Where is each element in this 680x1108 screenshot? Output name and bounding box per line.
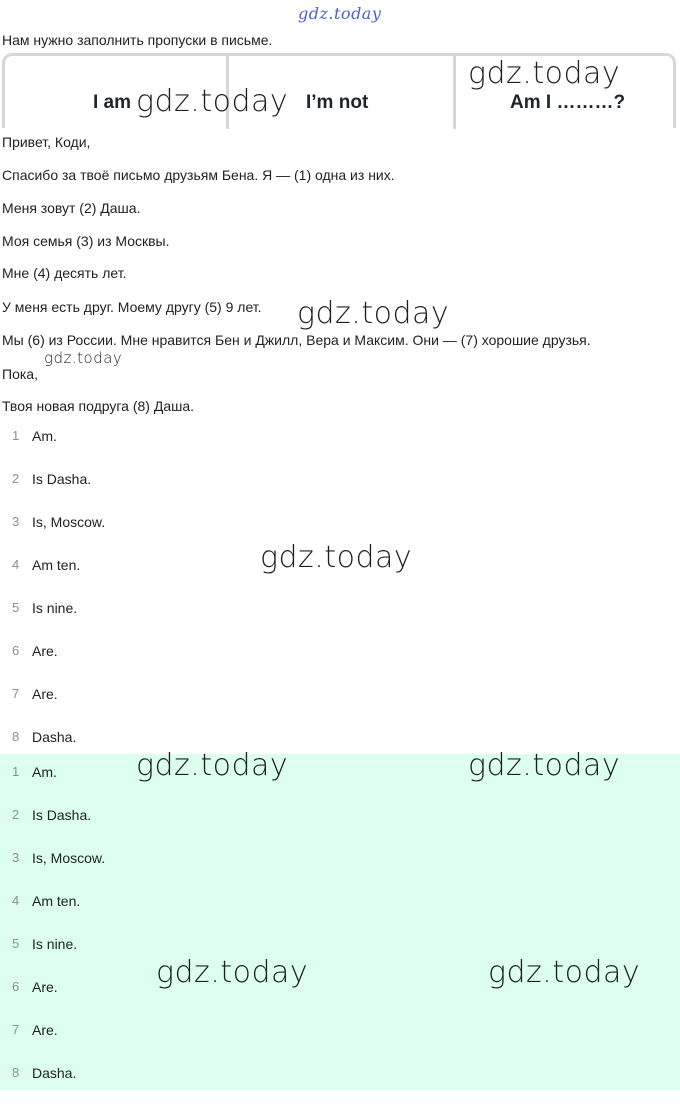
answer-text: Are. [32, 686, 58, 702]
top-watermark: gdz.today [298, 4, 382, 23]
answer-item [0, 893, 680, 936]
table-cell-im-not: I’m not [306, 92, 369, 113]
answer-number: 8 [12, 1065, 20, 1080]
answer-text: Is Dasha. [32, 471, 92, 487]
watermark: gdz.today [136, 84, 289, 119]
letter-line: Меня зовут (2) Даша. [2, 200, 141, 216]
watermark: gdz.today [468, 748, 621, 783]
answer-number: 5 [12, 600, 20, 615]
answer-text: Dasha. [32, 729, 77, 745]
answer-item [0, 850, 680, 893]
answer-number: 3 [12, 514, 20, 529]
watermark: gdz.today [260, 540, 413, 575]
answer-text: Am. [32, 428, 57, 444]
letter-line: Привет, Коди, [2, 134, 91, 150]
answer-item [0, 1022, 680, 1065]
answer-number: 8 [12, 729, 20, 744]
answer-number: 7 [12, 1022, 20, 1037]
answer-number: 6 [12, 979, 20, 994]
answer-number: 6 [12, 643, 20, 658]
answer-number: 5 [12, 936, 20, 951]
watermark: gdz.today [44, 349, 123, 367]
watermark: gdz.today [156, 955, 309, 990]
watermark: gdz.today [136, 748, 289, 783]
answer-text: Dasha. [32, 1065, 77, 1081]
answer-number: 4 [12, 893, 20, 908]
table-cell-i-am: I am [93, 92, 132, 113]
answer-text: Are. [32, 643, 58, 659]
answer-text: Are. [32, 1022, 58, 1038]
watermark: gdz.today [297, 296, 450, 331]
letter-line: Твоя новая подруга (8) Даша. [2, 398, 195, 414]
task-text: Нам нужно заполнить пропуски в письме. [2, 32, 273, 48]
answer-number: 1 [12, 428, 20, 443]
answer-text: Is, Moscow. [32, 514, 106, 530]
answer-number: 4 [12, 557, 20, 572]
answer-item [0, 643, 680, 686]
letter-line: Мы (6) из России. Мне нравится Бен и Джилл, Вера и Максим. Они — (7) хорошие друзья. [2, 332, 591, 348]
answer-number: 2 [12, 807, 20, 822]
answer-item [0, 807, 680, 850]
letter-line: У меня есть друг. Моему другу (5) 9 лет. [2, 299, 262, 315]
answer-text: Is Dasha. [32, 807, 92, 823]
answer-text: Is nine. [32, 936, 78, 952]
answer-text: Am ten. [32, 557, 81, 573]
answer-item [0, 471, 680, 514]
answer-item [0, 600, 680, 643]
answer-number: 1 [12, 764, 20, 779]
letter-line: Пока, [2, 366, 38, 382]
watermark: gdz.today [468, 56, 621, 91]
answer-item [0, 686, 680, 729]
table-divider [453, 55, 456, 129]
table-cell-am-i: Am I ………? [510, 92, 626, 113]
answer-item [0, 428, 680, 471]
answer-item [0, 1065, 680, 1108]
answer-text: Is nine. [32, 600, 78, 616]
answer-text: Am. [32, 764, 57, 780]
answer-number: 2 [12, 471, 20, 486]
answer-text: Are. [32, 979, 58, 995]
letter-line: Моя семья (3) из Москвы. [2, 233, 170, 249]
letter-line: Спасибо за твоё письмо друзьям Бена. Я — (1) одна из них. [2, 167, 395, 183]
answer-text: Is, Moscow. [32, 850, 106, 866]
answer-number: 7 [12, 686, 20, 701]
watermark: gdz.today [488, 955, 641, 990]
letter-line: Мне (4) десять лет. [2, 265, 127, 281]
answer-number: 3 [12, 850, 20, 865]
answer-text: Am ten. [32, 893, 81, 909]
